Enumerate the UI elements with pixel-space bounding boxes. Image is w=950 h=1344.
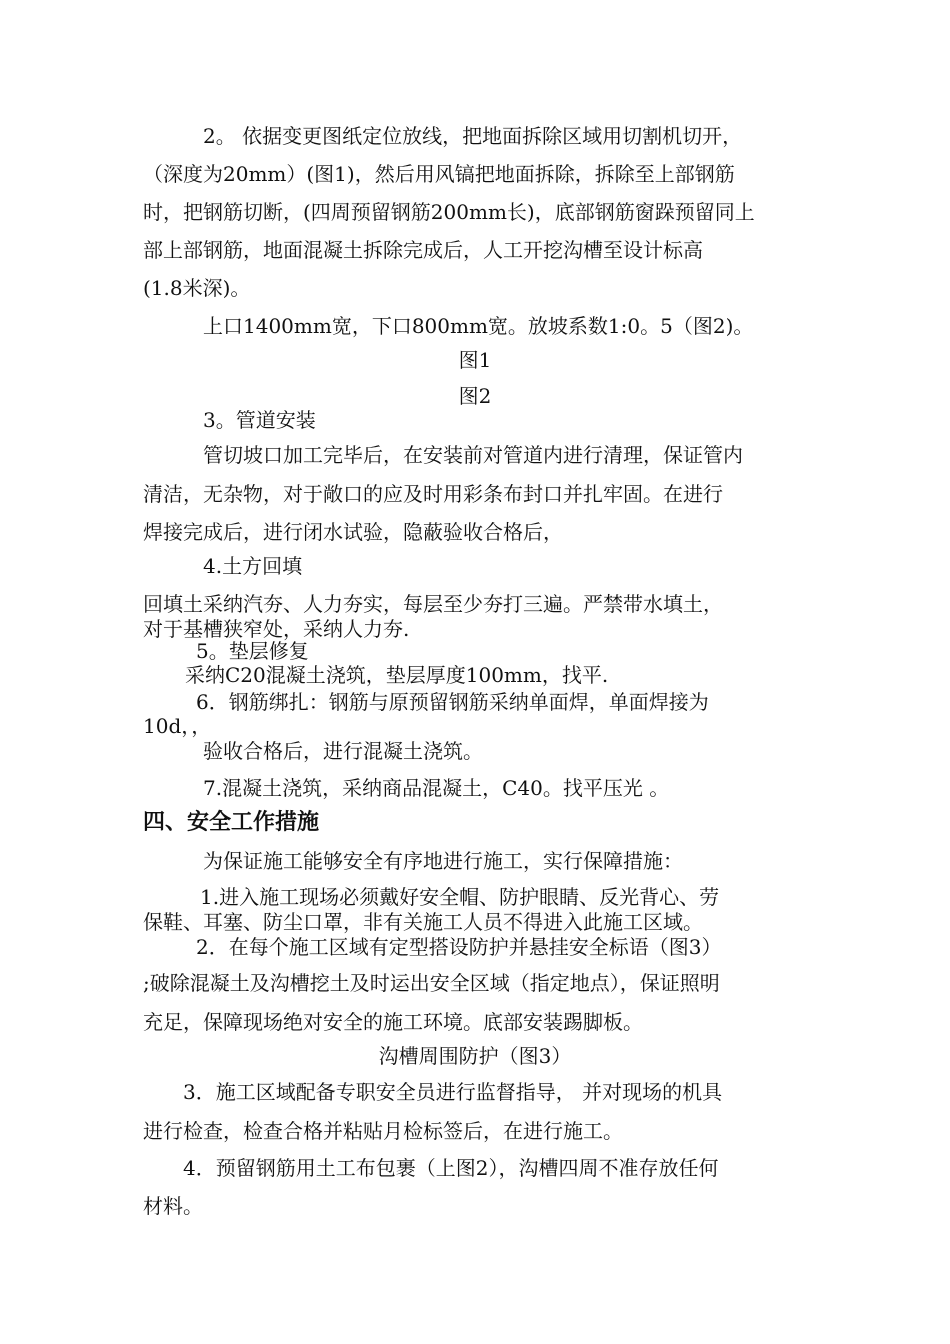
paragraph-line: 6．钢筋绑扎：钢筋与原预留钢筋采纳单面焊，单面焊接为 xyxy=(196,690,709,714)
paragraph-line: 2。 依据变更图纸定位放线，把地面拆除区域用切割机切开， xyxy=(203,124,743,148)
paragraph-line: 采纳C20混凝土浇筑，垫层厚度100mm，找平. xyxy=(185,663,609,687)
figure-caption: 图2 xyxy=(458,384,492,408)
paragraph-line: 部上部钢筋，地面混凝土拆除完成后，人工开挖沟槽至设计标高 xyxy=(143,238,703,262)
paragraph-line: 焊接完成后，进行闭水试验，隐蔽验收合格后， xyxy=(143,520,563,544)
figure-caption: 图1 xyxy=(458,348,492,372)
paragraph-line: 对于基槽狭窄处，采纳人力夯. xyxy=(143,617,410,641)
paragraph-line: 保鞋、耳塞、防尘口罩，非有关施工人员不得进入此施工区域。 xyxy=(143,910,703,934)
paragraph-line: 为保证施工能够安全有序地进行施工，实行保障措施： xyxy=(203,849,683,873)
section-title: 3。管道安装 xyxy=(203,408,316,432)
paragraph-line: 进行检查，检查合格并粘贴月检标签后，在进行施工。 xyxy=(143,1119,623,1143)
paragraph-line: 验收合格后，进行混凝土浇筑。 xyxy=(203,739,483,763)
paragraph-line: 上口1400mm宽，下口800mm宽。放坡系数1:0。5（图2)。 xyxy=(203,314,754,338)
paragraph-line: 3．施工区域配备专职安全员进行监督指导， 并对现场的机具 xyxy=(183,1080,723,1104)
paragraph-line: 清洁，无杂物，对于敞口的应及时用彩条布封口并扎牢固。在进行 xyxy=(143,482,723,506)
section-title: 5。垫层修复 xyxy=(196,639,309,663)
paragraph-line: 2．在每个施工区域有定型搭设防护并悬挂安全标语（图3） xyxy=(196,935,722,959)
paragraph-line: 回填土采纳汽夯、人力夯实，每层至少夯打三遍。严禁带水填土， xyxy=(143,592,723,616)
paragraph-line: （深度为20mm）(图1)，然后用风镐把地面拆除，拆除至上部钢筋 xyxy=(143,162,735,186)
paragraph-line: 材料。 xyxy=(143,1194,203,1218)
section-title: 4.土方回填 xyxy=(203,554,303,578)
paragraph-line: 充足，保障现场绝对安全的施工环境。底部安装踢脚板。 xyxy=(143,1010,643,1034)
paragraph-line: ;破除混凝土及沟槽挖土及时运出安全区域（指定地点），保证照明 xyxy=(143,971,720,995)
paragraph-line: 管切坡口加工完毕后，在安装前对管道内进行清理，保证管内 xyxy=(203,443,743,467)
paragraph-line: 10d，， xyxy=(143,714,212,738)
paragraph-line: 1.进入施工现场必须戴好安全帽、防护眼睛、反光背心、劳 xyxy=(200,885,720,909)
paragraph-line: (1.8米深)。 xyxy=(143,276,251,300)
figure-caption: 沟槽周围防护（图3） xyxy=(378,1044,572,1068)
paragraph-line: 4．预留钢筋用土工布包裹（上图2），沟槽四周不准存放任何 xyxy=(183,1156,719,1180)
paragraph-line: 时，把钢筋切断，(四周预留钢筋200mm长)，底部钢筋窗跺预留同上 xyxy=(143,200,755,224)
paragraph-line: 7.混凝土浇筑，采纳商品混凝土，C40。找平压光 。 xyxy=(203,776,670,800)
section-heading: 四、安全工作措施 xyxy=(143,810,320,835)
